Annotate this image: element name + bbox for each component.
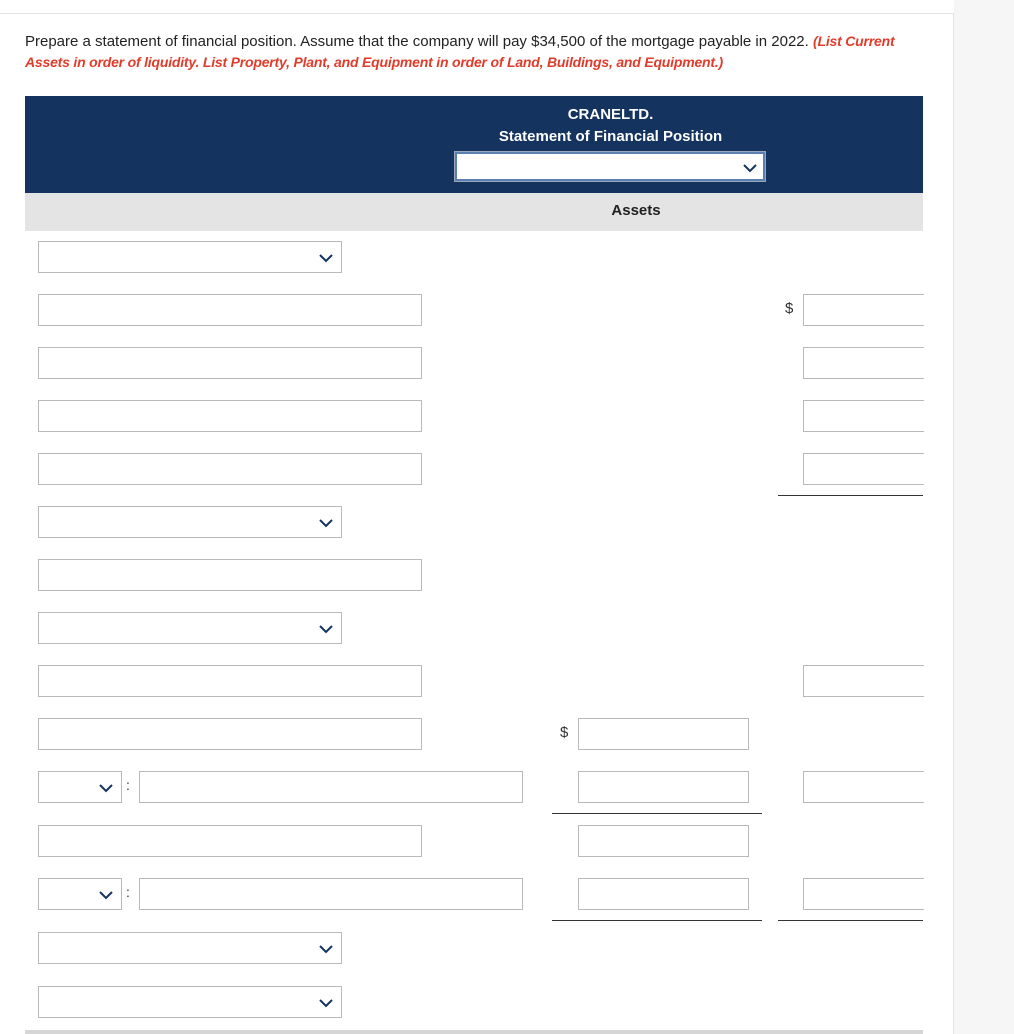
amount-input-4[interactable] — [803, 400, 924, 432]
account-name-input-9[interactable] — [38, 665, 422, 697]
amount-input-2[interactable] — [803, 294, 924, 326]
chevron-down-icon — [319, 622, 333, 636]
colon-label: : — [126, 884, 130, 900]
card-border-right — [953, 13, 954, 1034]
date-select[interactable] — [454, 151, 766, 182]
amount-input-5[interactable] — [803, 453, 924, 485]
card-border-top — [0, 13, 953, 14]
subtotal-rule — [552, 813, 762, 814]
statement-title: Statement of Financial Position — [498, 128, 723, 145]
account-select-15[interactable] — [38, 986, 342, 1018]
section-label-assets: Assets — [611, 202, 661, 219]
subtotal-rule — [778, 920, 923, 921]
currency-symbol: $ — [785, 300, 794, 317]
account-name-input-2[interactable] — [38, 294, 422, 326]
chevron-down-icon — [319, 516, 333, 530]
amount-input-3[interactable] — [803, 347, 924, 379]
subtotal-rule — [778, 495, 923, 496]
account-select-1[interactable] — [38, 241, 342, 273]
mid-amount-input-12[interactable] — [578, 825, 749, 857]
account-name-input-10[interactable] — [38, 718, 422, 750]
section-band-bottom — [25, 1030, 923, 1034]
account-select-8[interactable] — [38, 612, 342, 644]
chevron-down-icon — [99, 888, 113, 902]
amount-input-9[interactable] — [803, 665, 924, 697]
question-instructions — [25, 31, 905, 73]
amount-input-11[interactable] — [803, 771, 924, 803]
mid-amount-input-13[interactable] — [578, 878, 749, 910]
account-name-input-13[interactable] — [139, 878, 523, 910]
instruction-hint: (List Current Assets in order of liquidity. List Property, Plant, and Equipment in order of Land, Buildings, and Equipment.) — [25, 33, 895, 70]
company-name: CRANELTD. — [567, 106, 654, 123]
statement-header — [25, 96, 923, 193]
amount-input-13[interactable] — [803, 878, 924, 910]
account-name-input-3[interactable] — [38, 347, 422, 379]
account-name-input-12[interactable] — [38, 825, 422, 857]
chevron-down-icon — [743, 161, 757, 175]
less-select-11[interactable] — [38, 771, 122, 803]
account-select-14[interactable] — [38, 932, 342, 964]
account-name-input-4[interactable] — [38, 400, 422, 432]
account-select-6[interactable] — [38, 506, 342, 538]
mid-amount-input-10[interactable] — [578, 718, 749, 750]
section-band — [25, 193, 923, 231]
chevron-down-icon — [319, 251, 333, 265]
chevron-down-icon — [99, 781, 113, 795]
currency-symbol: $ — [560, 724, 569, 741]
instruction-text: Prepare a statement of financial position. Assume that the company will pay $34,500 of the mortgage payable in 2022. — [25, 33, 809, 50]
chevron-down-icon — [319, 996, 333, 1010]
account-name-input-11[interactable] — [139, 771, 523, 803]
colon-label: : — [126, 777, 130, 793]
account-name-input-7[interactable] — [38, 559, 422, 591]
account-name-input-5[interactable] — [38, 453, 422, 485]
chevron-down-icon — [319, 942, 333, 956]
mid-amount-input-11[interactable] — [578, 771, 749, 803]
subtotal-rule — [552, 920, 762, 921]
less-select-13[interactable] — [38, 878, 122, 910]
page-gutter — [954, 0, 1014, 1034]
